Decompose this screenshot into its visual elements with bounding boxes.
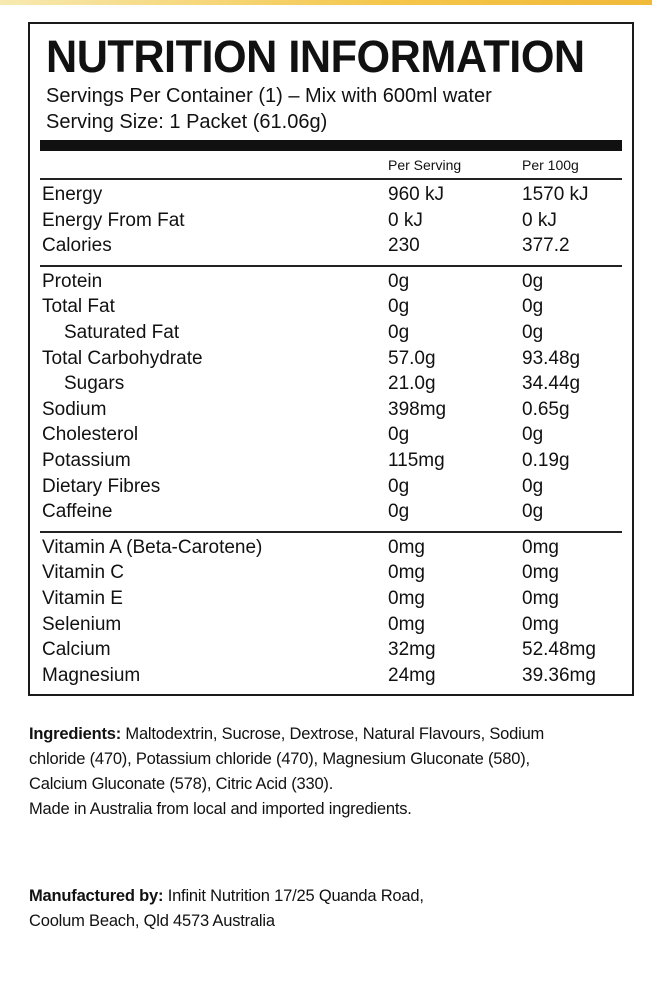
nutrient-row <box>30 474 632 500</box>
per-100g-value: 0g <box>522 270 544 292</box>
nutrient-row <box>30 294 632 320</box>
nutrient-name: Calories <box>42 235 112 257</box>
per-serving-value: 0g <box>388 296 410 318</box>
per-100g-value: 0 kJ <box>522 209 557 231</box>
per-serving-value: 0mg <box>388 613 425 635</box>
column-header-per-serving: Per Serving <box>388 157 462 173</box>
per-serving-value: 0g <box>388 475 410 497</box>
manufacturer-line-2: Coolum Beach, Qld 4573 Australia <box>29 912 275 930</box>
per-serving-value: 115mg <box>388 450 445 471</box>
nutrient-row <box>30 320 632 346</box>
per-serving-value: 0mg <box>388 562 425 584</box>
nutrient-name: Protein <box>42 270 103 292</box>
per-serving-value: 0g <box>388 322 410 343</box>
nutrient-name: Saturated Fat <box>64 322 180 343</box>
nutrient-row <box>30 637 632 663</box>
nutrient-row <box>30 448 632 474</box>
nutrient-row <box>30 346 632 372</box>
nutrient-row <box>30 422 632 448</box>
per-100g-value: 0g <box>522 501 544 523</box>
nutrient-name: Selenium <box>42 613 122 635</box>
nutrient-name: Total Fat <box>42 296 115 318</box>
nutrition-panel <box>28 22 634 696</box>
header-divider <box>40 178 622 180</box>
thick-divider <box>40 140 622 151</box>
nutrient-row <box>30 663 632 689</box>
nutrient-row <box>30 208 632 234</box>
per-100g-value: 0g <box>522 296 544 318</box>
per-100g-value: 0mg <box>522 562 559 584</box>
manufacturer-block <box>29 884 629 934</box>
origin-statement: Made in Australia from local and imported ingredients. <box>29 800 412 818</box>
per-serving-value: 960 kJ <box>388 184 444 205</box>
manufacturer-label: Manufactured by: <box>29 887 164 905</box>
nutrient-name: Vitamin E <box>42 588 123 609</box>
per-100g-value: 93.48g <box>522 347 581 369</box>
nutrient-name: Magnesium <box>42 664 141 686</box>
per-serving-value: 24mg <box>388 664 436 686</box>
nutrient-name: Dietary Fibres <box>42 475 161 497</box>
per-100g-value: 0.65g <box>522 398 570 420</box>
nutrient-name: Total Carbohydrate <box>42 347 203 369</box>
nutrient-name: Sodium <box>42 398 107 420</box>
per-100g-value: 0.19g <box>522 450 570 471</box>
nutrient-name: Vitamin A (Beta-Carotene) <box>42 536 263 558</box>
nutrient-name: Vitamin C <box>42 562 125 584</box>
servings-per-container: Servings Per Container (1) – Mix with 600ml water <box>46 85 492 107</box>
per-100g-value: 34.44g <box>522 373 581 395</box>
top-color-stripe <box>0 0 652 5</box>
nutrient-row <box>30 371 632 397</box>
per-100g-value: 0mg <box>522 536 559 558</box>
nutrient-row <box>30 397 632 423</box>
nutrient-name: Energy <box>42 184 103 205</box>
section-divider <box>40 531 622 533</box>
per-100g-value: 0g <box>522 475 544 497</box>
nutrient-name: Energy From Fat <box>42 209 185 231</box>
per-serving-value: 230 <box>388 235 420 257</box>
nutrient-name: Cholesterol <box>42 424 139 446</box>
per-serving-value: 398mg <box>388 398 447 420</box>
per-100g-value: 39.36mg <box>522 664 596 686</box>
per-100g-value: 377.2 <box>522 235 570 257</box>
nutrient-row <box>30 499 632 525</box>
nutrient-name: Calcium <box>42 639 111 661</box>
per-serving-value: 32mg <box>388 639 436 661</box>
per-100g-value: 0mg <box>522 613 559 635</box>
per-serving-value: 0mg <box>388 536 425 558</box>
nutrient-row <box>30 535 632 561</box>
per-100g-value: 1570 kJ <box>522 184 589 205</box>
serving-size: Serving Size: 1 Packet (61.06g) <box>46 111 328 133</box>
nutrient-row <box>30 269 632 295</box>
ingredients-block <box>29 722 629 822</box>
section-divider <box>40 265 622 267</box>
per-serving-value: 0g <box>388 501 410 523</box>
per-100g-value: 0g <box>522 322 544 343</box>
column-header-per-100g: Per 100g <box>522 157 579 173</box>
per-serving-value: 0g <box>388 270 410 292</box>
nutrient-row <box>30 586 632 612</box>
per-serving-value: 0g <box>388 424 410 446</box>
nutrient-row <box>30 182 632 208</box>
panel-title: NUTRITION INFORMATION <box>46 31 585 82</box>
nutrient-name: Caffeine <box>42 501 113 523</box>
per-serving-value: 21.0g <box>388 373 436 395</box>
ingredients-line-1: Maltodextrin, Sucrose, Dextrose, Natural Flavours, Sodium <box>121 725 545 743</box>
nutrient-row <box>30 560 632 586</box>
nutrient-name: Sugars <box>64 373 125 395</box>
per-100g-value: 0mg <box>522 588 559 609</box>
nutrient-name: Potassium <box>42 450 131 471</box>
nutrient-row <box>30 233 632 259</box>
per-100g-value: 52.48mg <box>522 639 596 661</box>
ingredients-line-3: Calcium Gluconate (578), Citric Acid (330). <box>29 775 334 793</box>
per-100g-value: 0g <box>522 424 544 446</box>
per-serving-value: 57.0g <box>388 347 436 369</box>
per-serving-value: 0mg <box>388 588 425 609</box>
manufacturer-line-1: Infinit Nutrition 17/25 Quanda Road, <box>163 887 424 905</box>
nutrient-row <box>30 612 632 638</box>
per-serving-value: 0 kJ <box>388 209 423 231</box>
ingredients-label: Ingredients: <box>29 725 122 743</box>
ingredients-line-2: chloride (470), Potassium chloride (470), Magnesium Gluconate (580), <box>29 750 530 768</box>
